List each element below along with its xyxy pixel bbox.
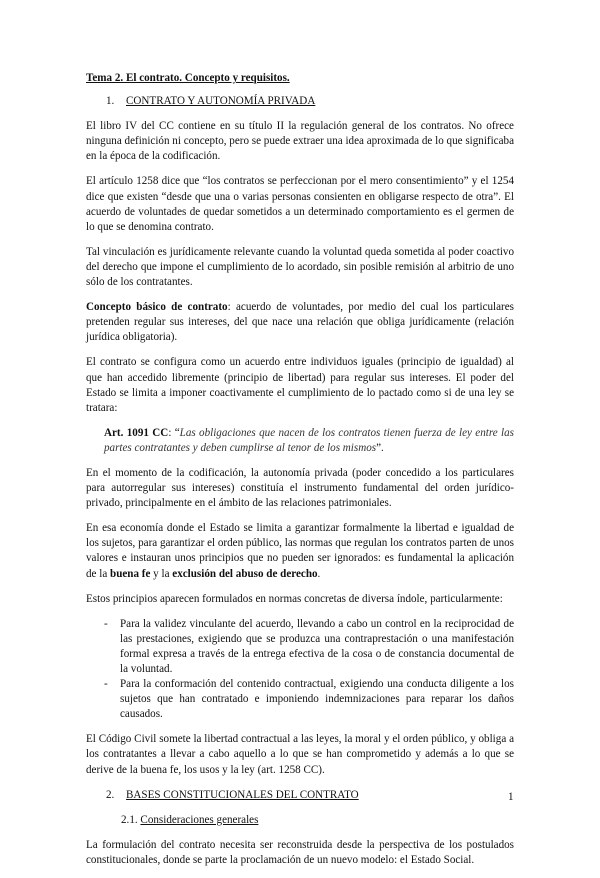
paragraph: En esa economía donde el Estado se limita a garantizar formalmente la libertad e igualdad de los sujetos, para garantizar el orden público, las normas que regulan los contratos parten de unos valores e instauran unos principios que no pueden ser ignorados: es fundamental la aplicación de la buena fe y la exclusión del abuso de derecho. [86, 522, 514, 580]
paragraph: El artículo 1258 dice que “los contratos se perfeccionan por el mero consentimiento” y el 1254 dice que existen “desde que una o varias personas consienten en obligarse respecto de otra”. El acuerdo de voluntades de quedar sometidos a un determinado comportamiento es el germen de lo que se denomina contrato. [86, 175, 514, 233]
page-number: 1 [508, 791, 514, 803]
subsection-number: 2.1. [121, 813, 138, 826]
article-ref: Art. 1091 CC [104, 426, 169, 439]
section-heading-2 [86, 788, 514, 803]
subsection-heading [121, 813, 514, 828]
paragraph: La formulación del contrato necesita ser reconstruida desde la perspectiva de los postulados constitucionales, donde se parte la proclamación de un nuevo modelo: el Estado Social. [86, 838, 514, 866]
list-item: - Para la validez vinculante del acuerdo, llevando a cabo un control en la reciprocidad de las prestaciones, exigiendo que se produzca una contraprestación o una manifestación formal expresa a través de la entrega efectiva de la cosa o de constancia documental de la voluntad. [86, 617, 514, 677]
paragraph: Estos principios aparecen formulados en normas concretas de diversa índole, particularmente: [86, 592, 503, 605]
paragraph: En el momento de la codificación, la autonomía privada (poder concedido a los particulares para autorregular sus intereses) constituía el instrumento fundamental del orden jurídico-privado, principalmente en el ámbito de las relaciones patrimoniales. [86, 466, 514, 510]
paragraph: El libro IV del CC contiene en su título II la regulación general de los contratos. No ofrece ninguna definición ni concepto, pero se puede extraer una idea aproximada de lo que significaba en la época de la codificación. [86, 120, 514, 163]
section-number: 2. [106, 788, 115, 801]
document-title: Tema 2. El contrato. Concepto y requisitos. [86, 72, 290, 84]
paragraph: El Código Civil somete la libertad contractual a las leyes, la moral y el orden público, y obliga a los contratantes a llevar a cabo aquello a lo que se han comprometido y además a lo que se derive de la buena fe, los usos y la ley (art. 1258 CC). [86, 733, 514, 776]
paragraph-definition [86, 300, 514, 345]
section-heading-1 [86, 94, 514, 109]
section-title: CONTRATO Y AUTONOMÍA PRIVADA [126, 95, 316, 108]
subsection-title: Consideraciones generales [140, 813, 259, 826]
paragraph: El contrato se configura como un acuerdo entre individuos iguales (principio de igualdad) al que han accedido libremente (principio de libertad) para regular sus intereses. El poder del Estado se limita a imponer coactivamente el cumplimiento de lo pactado como si de una ley se tratara: [86, 356, 514, 414]
quote-text: Las obligaciones que nacen de los contratos tienen fuerza de ley entre las partes contratantes y deben cumplirse al tenor de los mismos [104, 426, 514, 454]
article-quote: Art. 1091 CC: “Las obligaciones que nacen de los contratos tienen fuerza de ley entre las partes contratantes y deben cumplirse al tenor de los mismos”. [104, 426, 514, 454]
definition-term: Concepto básico de contrato [86, 301, 228, 314]
bullet-list [86, 617, 514, 723]
document-body [86, 71, 514, 878]
section-title: BASES CONSTITUCIONALES DEL CONTRATO [126, 788, 359, 801]
list-item: - Para la conformación del contenido contractual, exigiendo una conducta diligente a los sujetos que han contratado e imponiendo indemnizaciones para reparar los daños causados. [86, 677, 514, 722]
definition-text: : acuerdo de voluntades, por medio del cual los particulares pretenden regular sus intereses, del que nace una relación que obliga jurídicamente (relación jurídica obligatoria). [86, 301, 514, 344]
paragraph: Tal vinculación es jurídicamente relevante cuando la voluntad queda sometida al poder coactivo del derecho que impone el cumplimiento de lo acordado, sin posible remisión al arbitrio de uno sólo de los contratantes. [86, 245, 514, 289]
section-number: 1. [106, 95, 115, 108]
